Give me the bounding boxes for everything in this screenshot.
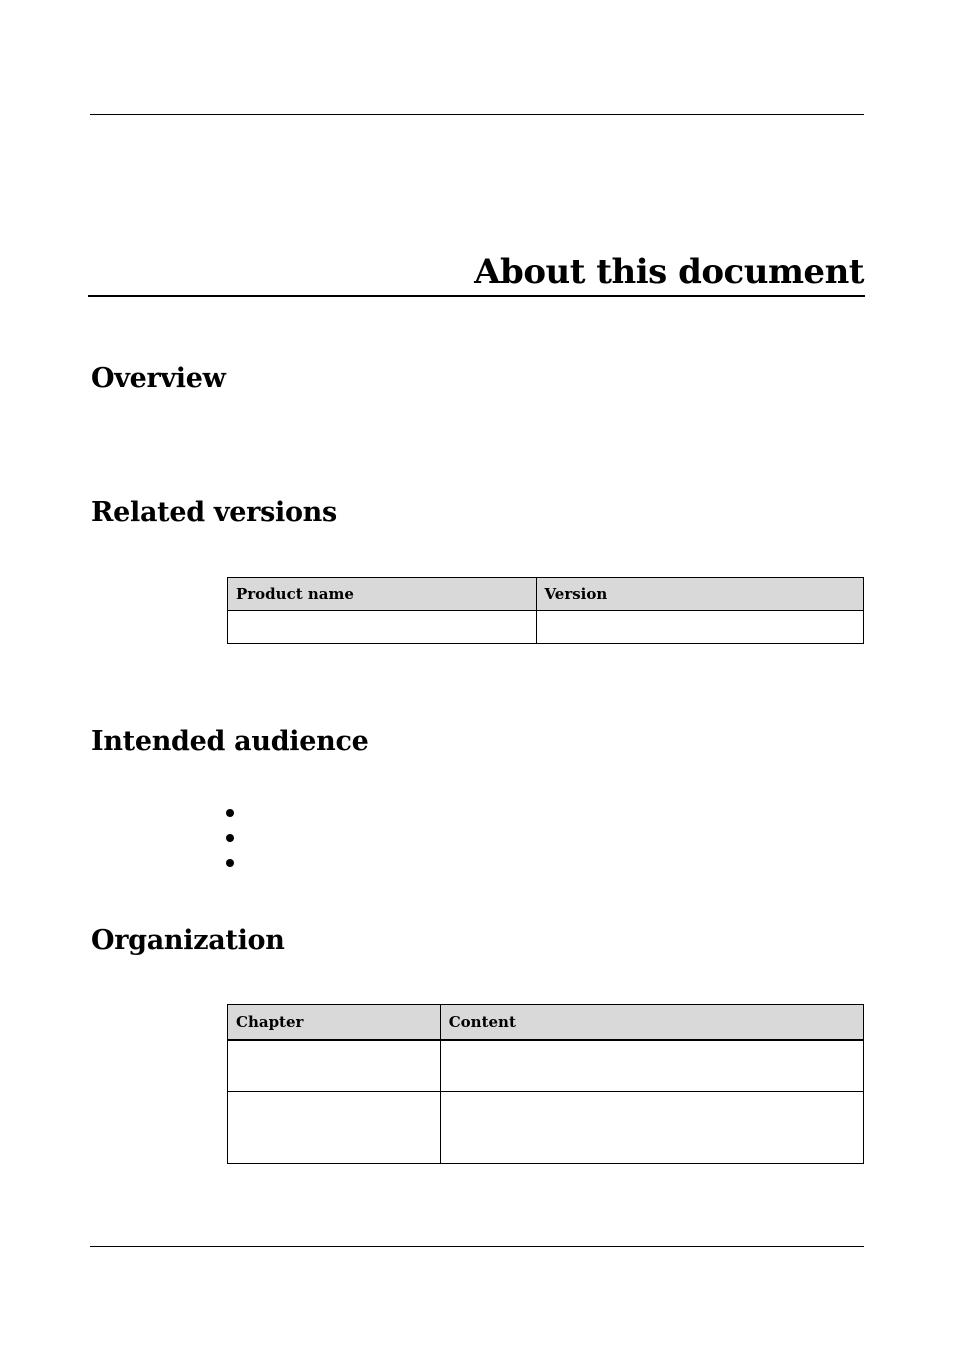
heading-organization: Organization	[91, 925, 285, 956]
column-header-version: Version	[536, 578, 863, 611]
table-header-row	[228, 1005, 864, 1040]
organization-table	[227, 1004, 864, 1164]
heading-related-versions: Related versions	[91, 497, 337, 528]
table-cell-product-name	[228, 611, 537, 644]
table-cell-version	[536, 611, 863, 644]
table-cell-chapter	[228, 1040, 441, 1092]
heading-intended-audience: Intended audience	[91, 726, 369, 757]
header-rule	[90, 114, 864, 115]
table-cell-content	[440, 1040, 863, 1092]
bullet-icon	[226, 834, 234, 842]
column-header-chapter: Chapter	[228, 1005, 441, 1040]
footer-rule	[90, 1246, 864, 1247]
table-row	[228, 611, 864, 644]
document-title: About this document	[474, 252, 864, 292]
bullet-icon	[226, 809, 234, 817]
bullet-icon	[226, 859, 234, 867]
column-header-content: Content	[440, 1005, 863, 1040]
related-versions-table	[227, 577, 864, 644]
table-cell-chapter	[228, 1092, 441, 1164]
table-row	[228, 1092, 864, 1164]
table-row	[228, 1040, 864, 1092]
column-header-product-name: Product name	[228, 578, 537, 611]
heading-overview: Overview	[91, 363, 226, 394]
title-underline	[88, 295, 865, 297]
table-cell-content	[440, 1092, 863, 1164]
table-header-row	[228, 578, 864, 611]
